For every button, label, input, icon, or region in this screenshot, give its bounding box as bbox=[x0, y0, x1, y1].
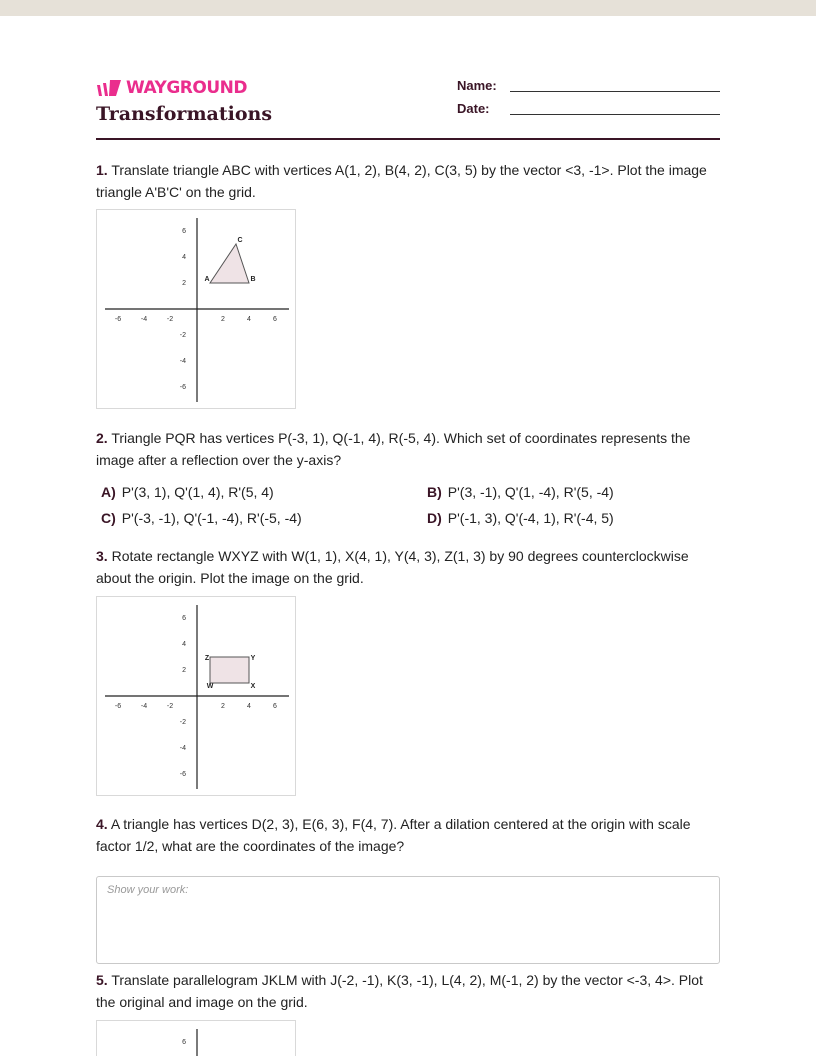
x-tick-label: -2 bbox=[166, 316, 174, 323]
vertex-label: Y bbox=[250, 655, 256, 662]
x-tick-label: 4 bbox=[247, 316, 251, 323]
wayground-logo-icon bbox=[96, 79, 122, 97]
question-number: 5. bbox=[96, 972, 108, 988]
coordinate-grid-1[interactable] bbox=[96, 209, 296, 409]
question-3 bbox=[96, 545, 726, 589]
choice-text: P'(3, 1), Q'(1, 4), R'(5, 4) bbox=[121, 484, 274, 500]
y-tick-label: -2 bbox=[179, 332, 186, 339]
choice-label: D) bbox=[427, 510, 442, 526]
question-text: Triangle PQR has vertices P(-3, 1), Q(-1, 4), R(-5, 4). Which set of coordinates represents the image after a reflection over the y-axis? bbox=[96, 430, 691, 468]
y-tick-label: -6 bbox=[179, 771, 186, 778]
vertex-label: X bbox=[250, 683, 256, 690]
vertex-label: A bbox=[204, 276, 210, 283]
x-tick-label: -4 bbox=[140, 316, 148, 323]
question-text: Rotate rectangle WXYZ with W(1, 1), X(4, 1), Y(4, 3), Z(1, 3) by 90 degrees counterclockwise about the origin. Plot the image on the grid. bbox=[96, 548, 689, 586]
rectangle-wxyz bbox=[210, 657, 249, 683]
choice-b[interactable] bbox=[427, 484, 614, 500]
choice-text: P'(-1, 3), Q'(-4, 1), R'(-4, 5) bbox=[447, 510, 614, 526]
grid-1-svg bbox=[97, 210, 296, 409]
answer-box-placeholder: Show your work: bbox=[107, 884, 189, 896]
vertex-label: B bbox=[250, 276, 256, 283]
choice-label: B) bbox=[427, 484, 442, 500]
x-tick-label: 6 bbox=[273, 703, 277, 710]
choice-a[interactable] bbox=[101, 484, 274, 500]
choice-label: C) bbox=[101, 510, 116, 526]
vertex-label: Z bbox=[204, 655, 210, 662]
y-tick-label: 6 bbox=[182, 228, 186, 235]
question-number: 2. bbox=[96, 430, 108, 446]
triangle-abc bbox=[210, 244, 249, 283]
y-tick-label: 4 bbox=[182, 641, 186, 648]
x-tick-label: -4 bbox=[140, 703, 148, 710]
question-number: 4. bbox=[96, 816, 108, 832]
x-tick-label: 2 bbox=[221, 316, 225, 323]
choice-text: P'(3, -1), Q'(1, -4), R'(5, -4) bbox=[447, 484, 614, 500]
choice-label: A) bbox=[101, 484, 116, 500]
question-2 bbox=[96, 427, 726, 471]
x-tick-label: 2 bbox=[221, 703, 225, 710]
wayground-logo bbox=[96, 78, 247, 98]
x-tick-label: -6 bbox=[114, 703, 122, 710]
vertex-label: W bbox=[206, 683, 214, 690]
y-tick-label: -4 bbox=[179, 745, 186, 752]
y-tick-label: 2 bbox=[182, 667, 186, 674]
y-tick-label: 6 bbox=[182, 1039, 186, 1046]
question-4 bbox=[96, 813, 726, 857]
y-tick-label: -6 bbox=[179, 384, 186, 391]
coordinate-grid-5[interactable] bbox=[96, 1020, 296, 1056]
choice-text: P'(-3, -1), Q'(-1, -4), R'(-5, -4) bbox=[121, 510, 302, 526]
question-text: Translate triangle ABC with vertices A(1, 2), B(4, 2), C(3, 5) by the vector <3, -1>. Plot the image triangle A'B'C' on the grid. bbox=[96, 162, 707, 200]
x-tick-label: -2 bbox=[166, 703, 174, 710]
header-divider bbox=[96, 138, 720, 140]
grid-3-svg bbox=[97, 597, 296, 796]
answer-box[interactable] bbox=[96, 876, 720, 964]
question-text: A triangle has vertices D(2, 3), E(6, 3), F(4, 7). After a dilation centered at the origin with scale factor 1/2, what are the coordinates of the image? bbox=[96, 816, 691, 854]
date-field[interactable] bbox=[510, 114, 720, 115]
name-label: Name: bbox=[457, 78, 497, 93]
choice-c[interactable] bbox=[101, 510, 302, 526]
question-text: Translate parallelogram JKLM with J(-2, -1), K(3, -1), L(4, 2), M(-1, 2) by the vector <-3, 4>. Plot the original and image on the grid. bbox=[96, 972, 703, 1010]
page-title: Transformations bbox=[96, 103, 273, 125]
x-tick-label: 4 bbox=[247, 703, 251, 710]
logo-text: WAYGROUND bbox=[126, 78, 247, 98]
y-tick-label: 4 bbox=[182, 254, 186, 261]
grid-5-svg bbox=[97, 1021, 296, 1056]
coordinate-grid-3[interactable] bbox=[96, 596, 296, 796]
top-bar bbox=[0, 0, 816, 16]
question-number: 1. bbox=[96, 162, 108, 178]
question-5 bbox=[96, 969, 726, 1013]
y-tick-label: 6 bbox=[182, 615, 186, 622]
y-tick-label: -2 bbox=[179, 719, 186, 726]
y-tick-label: 2 bbox=[182, 280, 186, 287]
vertex-label: C bbox=[237, 237, 243, 244]
choice-d[interactable] bbox=[427, 510, 614, 526]
x-tick-label: 6 bbox=[273, 316, 277, 323]
question-1 bbox=[96, 159, 726, 203]
x-tick-label: -6 bbox=[114, 316, 122, 323]
name-field[interactable] bbox=[510, 91, 720, 92]
y-tick-label: -4 bbox=[179, 358, 186, 365]
question-number: 3. bbox=[96, 548, 108, 564]
date-label: Date: bbox=[457, 101, 490, 116]
